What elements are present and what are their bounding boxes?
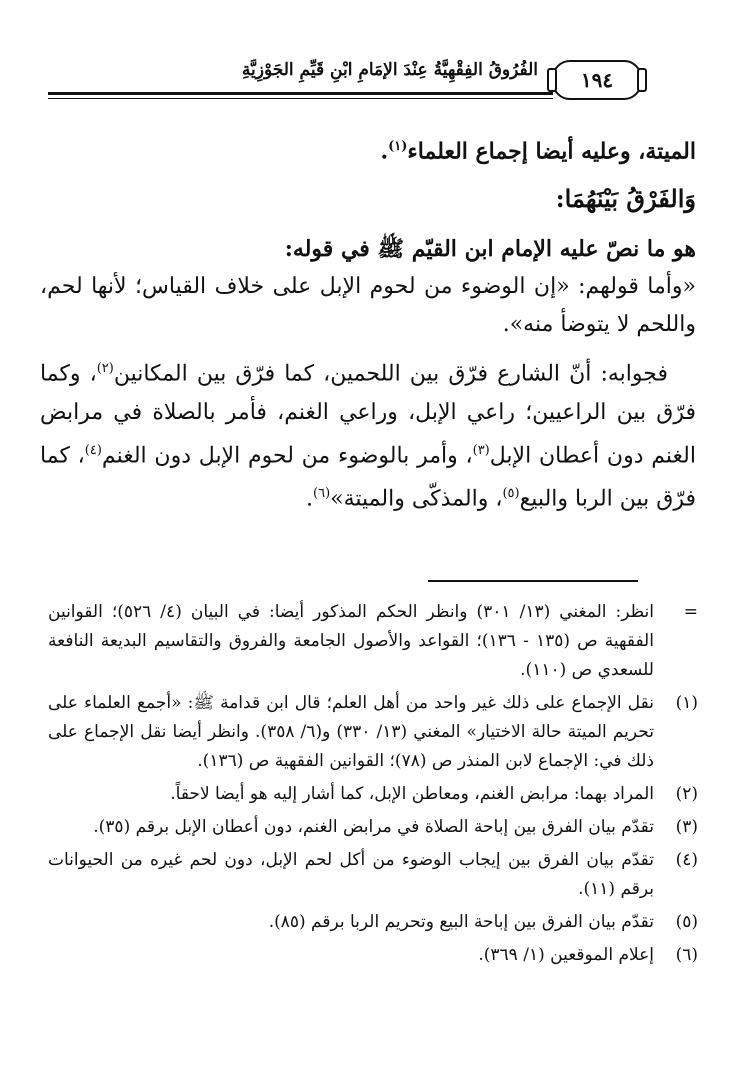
header-rule-thick [48, 92, 553, 95]
footnote-ref-2[interactable]: (٢) [96, 361, 114, 377]
footnote-number: (٥) [675, 912, 698, 932]
footnote-ref-5[interactable]: (٥) [502, 485, 520, 501]
footnote-ref-3[interactable]: (٣) [472, 442, 490, 458]
footnote-item [48, 598, 698, 685]
section-heading: وَالفَرْقُ بَيْنَهُمَا: [555, 184, 696, 214]
footnote-text: تقدّم بيان الفرق بين إباحة البيع وتحريم الربا برقم (٨٥). [268, 912, 654, 932]
footnote-text: انظر: المغني (١٣/ ٣٠١) وانظر الحكم المذكور أيضا: في البيان (٤/ ٥٢٦)؛ القوانين الفقهية ص (١٣٥ - ١٣٦)؛ القواعد والأصول الجامعة والفروق والتقاسيم البديعة النافعة للسعدي ص (١١٠). [48, 602, 655, 680]
footnote-ref-1[interactable]: (١) [388, 139, 408, 154]
footnote-number: (٦) [675, 945, 698, 965]
footnote-text: تقدّم بيان الفرق بين إيجاب الوضوء من أكل لحم الإبل، دون لحم غيره من الحيوانات برقم (١١). [48, 850, 654, 899]
footnote-item [48, 941, 698, 970]
paragraph-quote: «وأما قولهم: «إن الوضوء من لحوم الإبل على خلاف القياس؛ لأنها لحم، واللحم لا يتوضأ منه». [40, 274, 696, 338]
footnote-number: (١) [675, 693, 698, 713]
footnote-item [48, 689, 698, 776]
page-number-badge: ١٩٤ [552, 60, 642, 100]
footnote-text: إعلام الموقعين (١/ ٣٦٩). [478, 945, 654, 965]
footnote-item [48, 813, 698, 842]
footnote-text: المراد بهما: مرابض الغنم، ومعاطن الإبل، كما أشار إليه هو أيضا لاحقاً. [170, 784, 654, 804]
footnote-number: (٤) [675, 850, 698, 870]
header-rule-thin [48, 98, 553, 99]
footnote-item [48, 780, 698, 809]
footnote-number: = [683, 602, 698, 622]
footnote-number: (٣) [675, 817, 698, 837]
footnote-ref-6[interactable]: (٦) [313, 485, 331, 501]
footnotes [48, 598, 698, 974]
footnote-text: تقدّم بيان الفرق بين إباحة الصلاة في مرابض الغنم، دون أعطان الإبل برقم (٣٥). [93, 817, 654, 837]
paragraph-opening: الميتة، وعليه أيضا إجماع العلماء$^{(١)}$. [380, 138, 696, 165]
paragraph-intro: هو ما نصّ عليه الإمام ابن القيّم ﷺ في قوله: [284, 236, 696, 263]
main-text [40, 128, 696, 518]
paragraph-answer: فجوابه: أنّ الشارع فرّق بين اللحمين، كما فرّق بين المكانين$^{(٢)}$، وكما فرّق بين الراعيين؛ راعي الإبل، وراعي الغنم، فأمر بالصلاة في مرابض الغنم دون أعطان الإبل$^{(٣)}$، وأمر بالوضوء من لحوم الإبل دون الغنم$^{(٤)}$، كما فرّق بين الربا والبيع$^{(٥)}$، والمذكّى والميتة»$^{(٦)}$. [40, 361, 696, 512]
footnote-separator [428, 580, 638, 582]
footnote-ref-4[interactable]: (٤) [84, 442, 102, 458]
running-header-title: الفُرُوقُ الفِقْهِيَّةُ عِنْدَ الإمَامِ ابْنِ قَيِّمِ الجَوْزِيَّةِ [241, 60, 538, 80]
footnote-item [48, 908, 698, 937]
footnote-text: نقل الإجماع على ذلك غير واحد من أهل العلم؛ قال ابن قدامة ﷺ: «أجمع العلماء على تحريم الميتة حالة الاختيار» المغني (١٣/ ٣٣٠) و(٦/ ٣٥٨). وانظر أيضا نقل الإجماع على ذلك في: الإجماع لابن المنذر ص (٧٨)؛ القوانين الفقهية ص (١٣٦). [48, 693, 654, 771]
footnote-number: (٢) [675, 784, 698, 804]
footnote-item [48, 846, 698, 904]
